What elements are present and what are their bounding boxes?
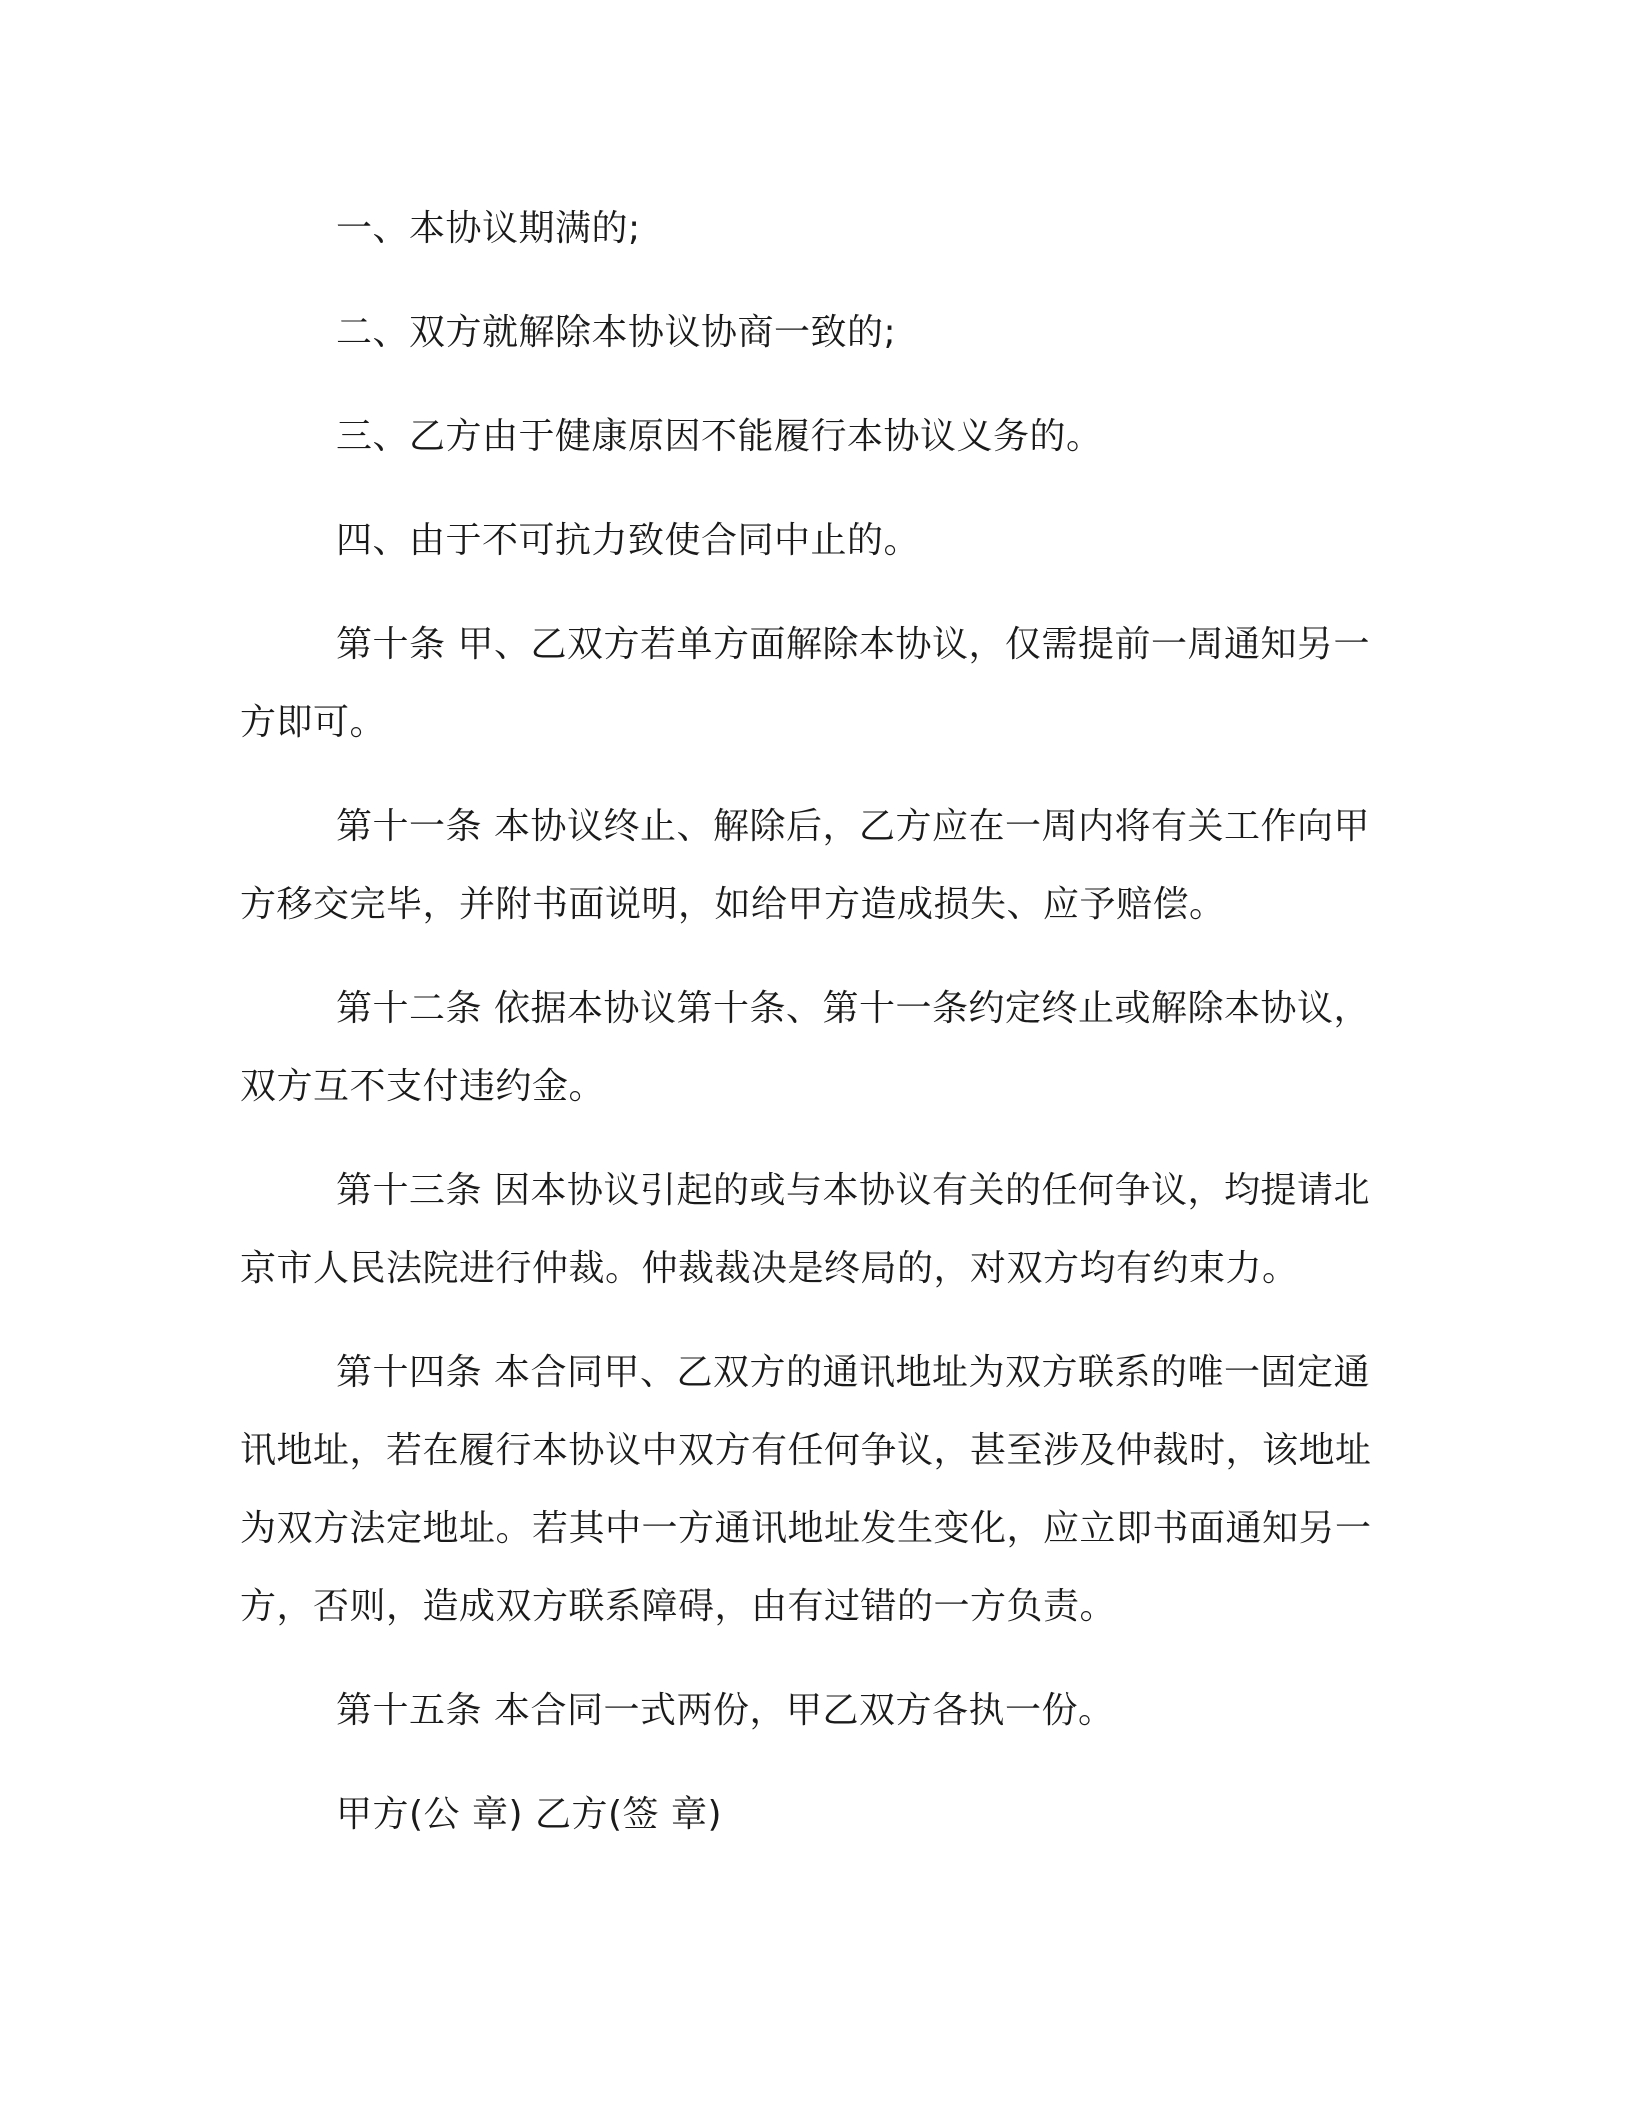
clause-item-4: 四、由于不可抗力致使合同中止的。 xyxy=(336,520,921,561)
signature-line: 甲方(公 章) 乙方(签 章) xyxy=(336,1794,723,1835)
clause-item-1: 一、本协议期满的; xyxy=(336,208,641,249)
article-10: 第十条 甲、乙双方若单方面解除本协议，仅需提前一周通知另一方即可。 xyxy=(240,624,1370,743)
clause-item-2: 二、双方就解除本协议协商一致的; xyxy=(336,312,897,353)
article-14: 第十四条 本合同甲、乙双方的通讯地址为双方联系的唯一固定通讯地址，若在履行本协议中双方有任何争议，甚至涉及仲裁时，该地址为双方法定地址。若其中一方通讯地址发生变化，应立即书面通知另一方，否则，造成双方联系障碍，由有过错的一方负责。 xyxy=(240,1352,1372,1627)
clause-item-3: 三、乙方由于健康原因不能履行本协议义务的。 xyxy=(336,416,1103,457)
article-12: 第十二条 依据本协议第十条、第十一条约定终止或解除本协议，双方互不支付违约金。 xyxy=(240,988,1370,1107)
article-11: 第十一条 本协议终止、解除后，乙方应在一周内将有关工作向甲方移交完毕，并附书面说明，如给甲方造成损失、应予赔偿。 xyxy=(240,806,1370,925)
article-15: 第十五条 本合同一式两份，甲乙双方各执一份。 xyxy=(336,1690,1115,1731)
article-13: 第十三条 因本协议引起的或与本协议有关的任何争议，均提请北京市人民法院进行仲裁。仲裁裁决是终局的，对双方均有约束力。 xyxy=(240,1170,1370,1289)
document-body xyxy=(240,190,1390,1880)
